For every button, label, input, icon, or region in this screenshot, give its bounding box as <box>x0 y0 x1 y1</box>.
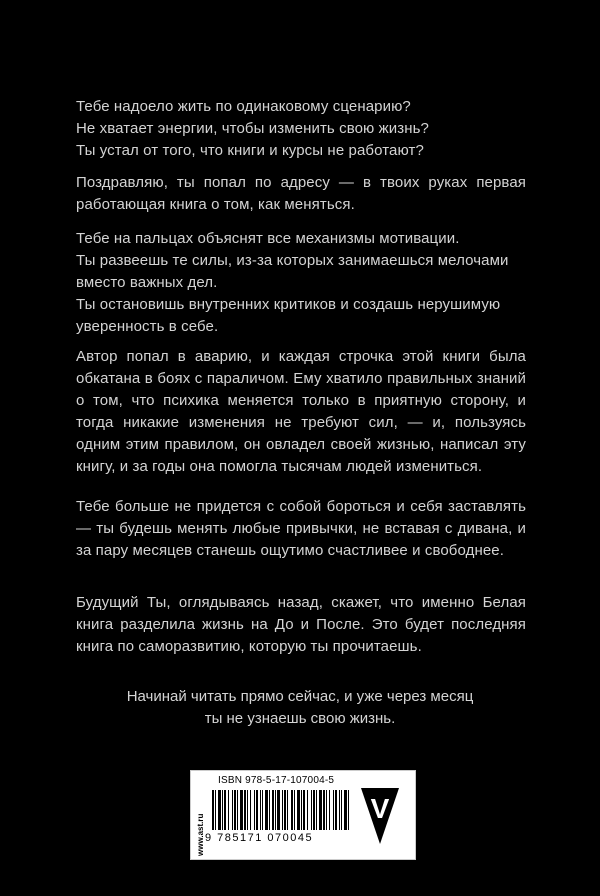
logo-letter: V <box>370 793 390 824</box>
closing-line: ты не узнаешь свою жизнь. <box>204 710 396 727</box>
barcode-bar <box>319 790 322 830</box>
barcode-bar <box>212 790 214 830</box>
barcode-bar <box>303 790 305 830</box>
text-line: Ты развеешь те силы, из-за которых занимаешься мелочами вместо важных дел. <box>76 252 509 291</box>
closing-line: Начинай читать прямо сейчас, и уже через месяц <box>126 688 474 705</box>
barcode-bar <box>301 790 302 830</box>
barcode-bar <box>344 790 347 830</box>
author-paragraph <box>76 346 526 478</box>
text-line: Ты устал от того, что книги и курсы не работают? <box>76 142 424 159</box>
barcode-bar <box>265 790 268 830</box>
barcode-bar <box>329 790 330 830</box>
barcode-bar <box>313 790 315 830</box>
intro-questions <box>76 96 526 162</box>
barcode-bar <box>256 790 258 830</box>
barcode-bar <box>287 790 288 830</box>
barcode-bar <box>297 790 300 830</box>
barcode-bar <box>237 790 238 830</box>
barcode-bar <box>228 790 229 830</box>
barcode-bar <box>339 790 340 830</box>
barcode-bar <box>275 790 276 830</box>
barcode-bar <box>272 790 274 830</box>
barcode-bar <box>240 790 243 830</box>
barcode-bar <box>333 790 334 830</box>
text-line: Ты остановишь внутренних критиков и создашь нерушимую уверенность в себе. <box>76 296 501 335</box>
barcode-bar <box>260 790 261 830</box>
barcode-bar <box>291 790 293 830</box>
barcode-bar <box>316 790 317 830</box>
barcode-bar <box>326 790 327 830</box>
barcode-bar <box>215 790 216 830</box>
promise-paragraph <box>76 496 526 562</box>
barcode-bar <box>323 790 325 830</box>
isbn-label: ISBN 978-5-17-107004-5 <box>218 775 335 786</box>
publisher-logo-icon <box>358 782 402 848</box>
text-line: Тебе больше не придется с собой бороться и себя заставлять — ты будешь менять любые привычки, не вставая с дивана, и за пару месяцев станешь ощутимо счастливее и свободнее. <box>76 498 526 559</box>
barcode-bar <box>247 790 248 830</box>
congrats-paragraph <box>76 172 526 216</box>
barcode-bar <box>282 790 283 830</box>
text-line: Будущий Ты, оглядываясь назад, скажет, что именно Белая книга разделила жизнь на До и После. Это будет последняя книга по саморазвитию, которую ты прочитаешь. <box>76 594 526 655</box>
barcode-bar <box>284 790 286 830</box>
barcode-bar <box>269 790 270 830</box>
barcode-bars <box>212 790 352 830</box>
barcode-bar <box>222 790 223 830</box>
barcode-bar <box>224 790 226 830</box>
barcode-bar <box>232 790 233 830</box>
barcode-bar <box>254 790 255 830</box>
benefits-paragraph <box>76 228 526 338</box>
barcode-bar <box>335 790 337 830</box>
barcode-bar <box>244 790 246 830</box>
text-line: Тебе надоело жить по одинаковому сценарию? <box>76 98 411 115</box>
publisher-site: www.ast.ru <box>196 813 205 856</box>
text-line: Автор попал в аварию, и каждая строчка этой книги была обкатана в боях с параличом. Ему хватило правильных знаний о том, что психика меняется только в приятную сторону, и тогда никакие изменения не требуют сил, — и, пользуясь одним этим правилом, он овладел своей жизнью, написал эту книгу, и за годы она помогла тысячам людей измениться. <box>76 348 526 475</box>
barcode-bar <box>234 790 236 830</box>
barcode-bar <box>311 790 312 830</box>
text-line: Тебе на пальцах объяснят все механизмы мотивации. <box>76 230 460 247</box>
barcode-digits: 9 785171 070045 <box>205 832 314 844</box>
barcode-bar <box>294 790 295 830</box>
text-line: Поздравляю, ты попал по адресу — в твоих руках первая работающая книга о том, как меняться. <box>76 174 526 213</box>
closing-call-to-action <box>0 686 600 730</box>
barcode-bar <box>341 790 342 830</box>
barcode-bar <box>348 790 349 830</box>
future-paragraph <box>76 592 526 658</box>
barcode-bar <box>250 790 251 830</box>
barcode-bar <box>262 790 263 830</box>
text-line: Не хватает энергии, чтобы изменить свою жизнь? <box>76 120 429 137</box>
barcode-bar <box>277 790 280 830</box>
barcode-bar <box>307 790 308 830</box>
barcode-bar <box>218 790 221 830</box>
